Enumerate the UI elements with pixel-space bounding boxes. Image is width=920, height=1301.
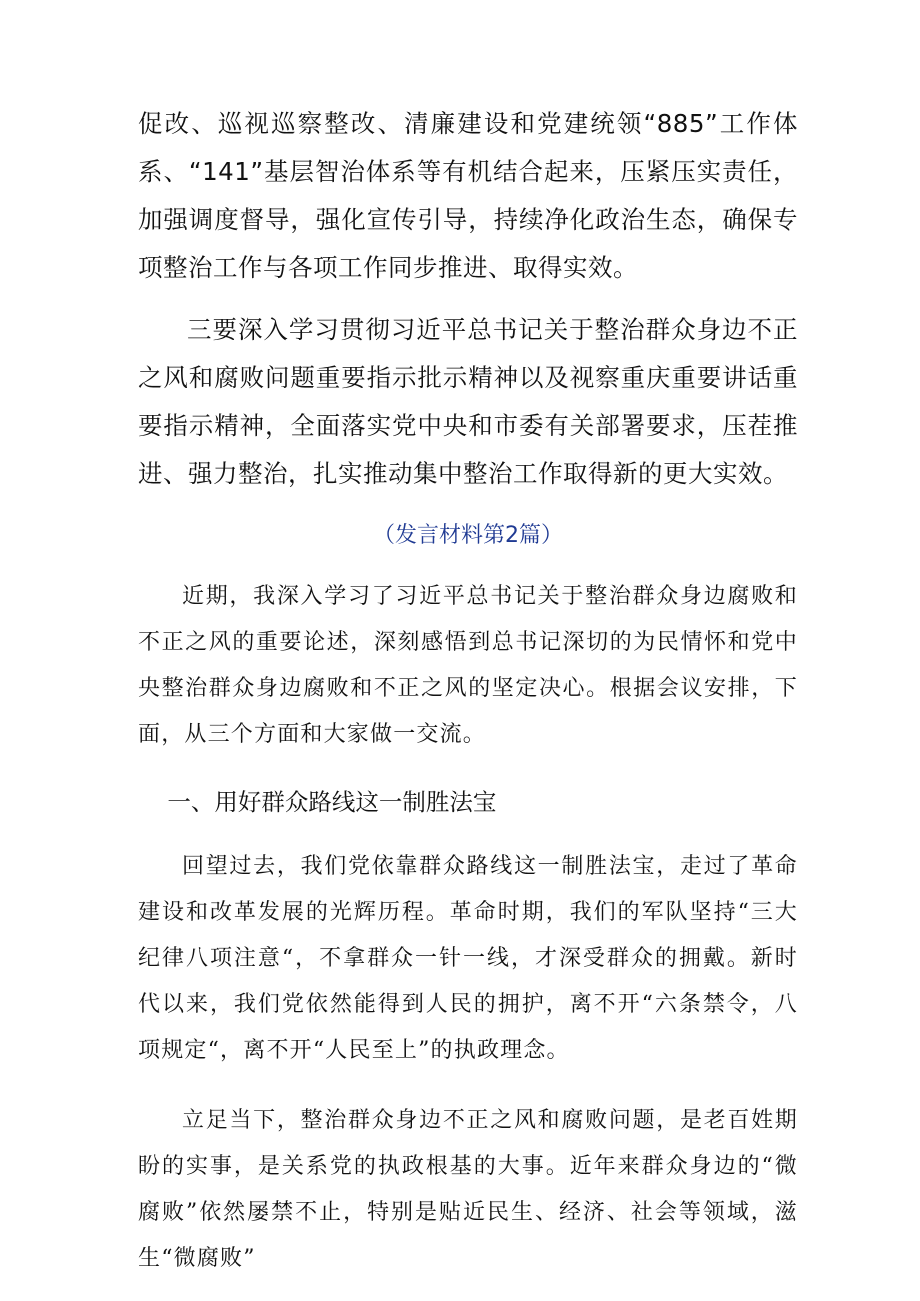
section-subtitle: （发言材料第2篇） xyxy=(373,523,563,548)
paragraph-current-situation: 立足当下，整治群众身边不正之风和腐败问题，是老百姓期盼的实事，是关系党的执政根基的大事。近年来群众身边的“微腐败”依然屡禁不止，特别是贴近民生、经济、社会等领域，滋生“微腐败” xyxy=(138,1108,798,1271)
document-page xyxy=(138,100,798,1282)
paragraph-intro: 近期，我深入学习了习近平总书记关于整治群众身边腐败和不正之风的重要论述，深刻感悟到总书记深切的为民情怀和党中央整治群众身边腐败和不正之风的坚定决心。根据会议安排，下面，从三个方面和大家做一交流。 xyxy=(138,584,798,747)
paragraph-looking-back: 回望过去，我们党依靠群众路线这一制胜法宝，走过了革命建设和改革发展的光辉历程。革命时期，我们的军队坚持“三大纪律八项注意“，不拿群众一针一线，才深受群众的拥戴。新时代以来，我们党依然能得到人民的拥护，离不开“六条禁令，八项规定“，离不开“人民至上”的执政理念。 xyxy=(138,854,798,1063)
paragraph-third-requirement: 三要深入学习贯彻习近平总书记关于整治群众身边不正之风和腐败问题重要指示批示精神以及视察重庆重要讲话重要指示精神，全面落实党中央和市委有关部署要求，压茬推进、强力整治，扎实推动集中整治工作取得新的更大实效。 xyxy=(138,315,798,488)
section-heading-1: 一、用好群众路线这一制胜法宝 xyxy=(167,788,497,816)
paragraph-continuation: 促改、巡视巡察整改、清廉建设和党建统领“885”工作体系、“141”基层智治体系等有机结合起来，压紧压实责任，加强调度督导，强化宣传引导，持续净化政治生态，确保专项整治工作与各项工作同步推进、取得实效。 xyxy=(138,109,798,282)
